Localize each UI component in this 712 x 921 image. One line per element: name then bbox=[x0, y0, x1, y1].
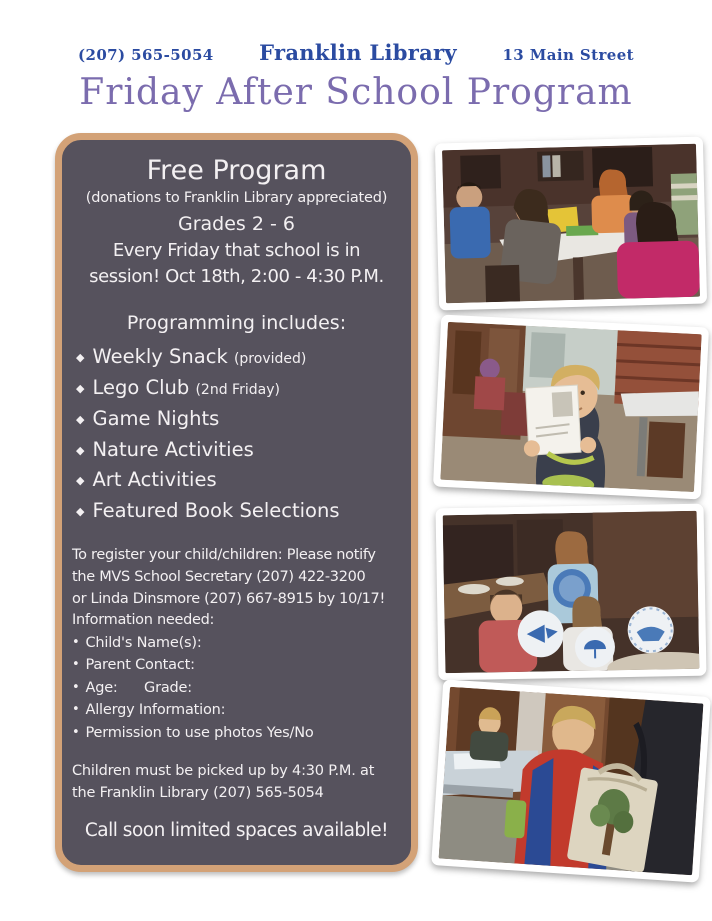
list-item-label: Allergy Information: bbox=[85, 702, 226, 719]
list-item bbox=[76, 373, 401, 404]
street-address: 13 Main Street bbox=[502, 46, 634, 64]
registration-info bbox=[72, 545, 401, 632]
required-info-list bbox=[72, 632, 401, 744]
pickup-line-2: the Franklin Library (207) 565-5054 bbox=[72, 785, 324, 802]
programming-list bbox=[72, 342, 401, 527]
list-item-label: Featured Book Selections bbox=[92, 499, 340, 523]
dot-bullet-icon: • bbox=[72, 657, 80, 673]
list-item bbox=[72, 677, 401, 699]
schedule-line bbox=[72, 238, 401, 290]
dot-bullet-icon: • bbox=[72, 724, 80, 740]
list-item-label: Child's Name(s): bbox=[85, 635, 202, 652]
register-line-3: or Linda Dinsmore (207) 667-8915 by 10/17! bbox=[72, 590, 385, 607]
list-item bbox=[72, 654, 401, 676]
list-item bbox=[76, 435, 401, 466]
list-item bbox=[72, 699, 401, 721]
list-item-note: (provided) bbox=[233, 351, 307, 368]
donations-note: (donations to Franklin Library appreciated) bbox=[85, 190, 388, 207]
pickup-info bbox=[72, 761, 401, 805]
list-item-note: (2nd Friday) bbox=[195, 382, 280, 399]
free-program-heading: Free Program bbox=[146, 155, 327, 186]
photo-boy-holding-card bbox=[433, 315, 709, 500]
diamond-bullet-icon: ◆ bbox=[76, 474, 85, 488]
list-item bbox=[72, 722, 401, 744]
diamond-bullet-icon: ◆ bbox=[76, 412, 85, 426]
diamond-bullet-icon: ◆ bbox=[76, 351, 85, 365]
call-to-action: Call soon limited spaces available! bbox=[84, 819, 389, 841]
list-item bbox=[76, 342, 401, 373]
page-title: Friday After School Program bbox=[79, 72, 633, 113]
list-item bbox=[72, 632, 401, 654]
header bbox=[78, 40, 634, 65]
list-item-label: Age: Grade: bbox=[85, 679, 192, 696]
photo-boy-with-tote-bag bbox=[431, 679, 711, 882]
diamond-bullet-icon: ◆ bbox=[76, 505, 85, 519]
schedule-line-1: Every Friday that school is in bbox=[112, 240, 361, 262]
list-item bbox=[76, 496, 401, 527]
list-item-label: Art Activities bbox=[92, 468, 217, 492]
phone-number: (207) 565-5054 bbox=[78, 46, 214, 64]
boy-card-photo bbox=[440, 322, 701, 492]
photo-kids-with-plates bbox=[436, 504, 707, 681]
list-item-label: Weekly Snack bbox=[92, 345, 228, 369]
photo-children-lego-table bbox=[435, 137, 707, 311]
schedule-line-2: session! Oct 18th, 2:00 - 4:30 P.M. bbox=[89, 266, 384, 288]
list-item bbox=[76, 465, 401, 496]
painted-plates-photo bbox=[443, 511, 700, 673]
list-item-label: Parent Contact: bbox=[85, 657, 195, 674]
grades-line: Grades 2 - 6 bbox=[178, 213, 295, 236]
list-item-label: Lego Club bbox=[92, 376, 190, 400]
list-item-label: Permission to use photos Yes/No bbox=[85, 724, 314, 741]
children-lego-photo bbox=[442, 144, 700, 304]
diamond-bullet-icon: ◆ bbox=[76, 382, 85, 396]
dot-bullet-icon: • bbox=[72, 702, 80, 718]
list-item bbox=[76, 404, 401, 435]
tote-bag-photo bbox=[439, 687, 704, 875]
dot-bullet-icon: • bbox=[72, 635, 80, 651]
register-line-1: To register your child/children: Please notify bbox=[72, 547, 376, 564]
pickup-line-1: Children must be picked up by 4:30 P.M. at bbox=[72, 763, 375, 780]
library-name: Franklin Library bbox=[259, 40, 457, 65]
list-item-label: Nature Activities bbox=[92, 437, 254, 461]
dot-bullet-icon: • bbox=[72, 679, 80, 695]
register-line-4: Information needed: bbox=[72, 612, 215, 629]
list-item-label: Game Nights bbox=[92, 406, 220, 430]
register-line-2: the MVS School Secretary (207) 422-3200 bbox=[72, 568, 366, 585]
program-info-panel bbox=[55, 133, 418, 872]
diamond-bullet-icon: ◆ bbox=[76, 443, 85, 457]
programming-heading: Programming includes: bbox=[126, 312, 347, 335]
